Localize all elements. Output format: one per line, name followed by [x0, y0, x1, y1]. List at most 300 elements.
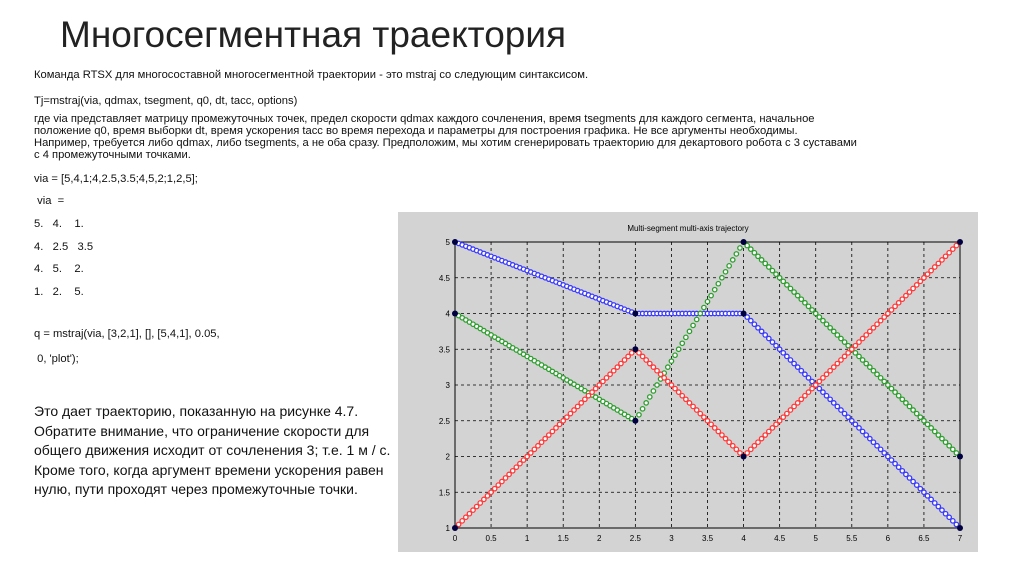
joint1-sample-point — [900, 469, 904, 473]
joint1-sample-point — [839, 408, 843, 412]
joint3-sample-point — [824, 372, 828, 376]
joint2-sample-point — [936, 433, 940, 437]
joint1-waypoint — [632, 311, 638, 317]
x-tick-label: 3 — [669, 534, 674, 543]
joint1-sample-point — [929, 497, 933, 501]
text-line: Tj=mstraj(via, qdmax, tsegment, q0, dt, tacc, options) — [34, 95, 298, 107]
joint2-sample-point — [860, 358, 864, 362]
joint2-sample-point — [911, 408, 915, 412]
joint2-sample-point — [651, 389, 655, 393]
joint1-sample-point — [835, 404, 839, 408]
joint3-sample-point — [749, 447, 753, 451]
y-tick-label: 5 — [445, 238, 450, 247]
joint2-sample-point — [777, 276, 781, 280]
chart-panel — [398, 212, 978, 552]
joint3-sample-point — [565, 415, 569, 419]
joint3-sample-point — [615, 365, 619, 369]
y-tick-label: 2 — [445, 452, 450, 462]
joint3-sample-point — [781, 415, 785, 419]
x-tick-label: 5 — [813, 534, 818, 543]
joint3-sample-point — [763, 433, 767, 437]
joint3-sample-point — [662, 376, 666, 380]
joint3-sample-point — [539, 440, 543, 444]
joint3-sample-point — [608, 372, 612, 376]
joint2-sample-point — [644, 401, 648, 405]
joint3-sample-point — [727, 440, 731, 444]
joint3-sample-point — [492, 486, 496, 490]
joint3-waypoint — [741, 454, 747, 460]
joint1-sample-point — [806, 376, 810, 380]
joint2-sample-point — [795, 293, 799, 297]
joint3-sample-point — [593, 386, 597, 390]
joint2-sample-point — [889, 386, 893, 390]
text-line: via = [5,4,1;4,2.5,3.5;4,5,2;1,2,5]; — [34, 173, 198, 185]
joint3-sample-point — [940, 258, 944, 262]
joint1-sample-point — [756, 326, 760, 330]
joint3-sample-point — [626, 354, 630, 358]
joint3-sample-point — [601, 379, 605, 383]
joint3-sample-point — [951, 247, 955, 251]
joint1-sample-point — [864, 433, 868, 437]
x-tick-label: 4 — [741, 534, 746, 543]
joint2-sample-point — [907, 404, 911, 408]
joint2-sample-point — [882, 379, 886, 383]
joint3-sample-point — [713, 426, 717, 430]
joint3-sample-point — [525, 454, 529, 458]
joint1-sample-point — [918, 486, 922, 490]
joint3-sample-point — [702, 415, 706, 419]
joint3-sample-point — [500, 479, 504, 483]
joint2-sample-point — [947, 444, 951, 448]
joint1-sample-point — [767, 336, 771, 340]
joint3-sample-point — [839, 358, 843, 362]
joint1-sample-point — [785, 354, 789, 358]
joint3-sample-point — [889, 308, 893, 312]
joint3-sample-point — [691, 404, 695, 408]
joint2-sample-point — [731, 258, 735, 262]
description-paragraph: Это дает траекторию, показанную на рисунке 4.7. Обратите внимание, что ограничение скорости для общего движения исходит от сочленения 3; т.е. 1 м / с. Кроме того, когда аргумент времени ускорения равен нулю, пути проходят через промежуточные точки. — [34, 403, 391, 497]
joint2-waypoint — [632, 418, 638, 424]
joint3-sample-point — [547, 433, 551, 437]
joint2-sample-point — [694, 317, 698, 321]
joint3-sample-point — [911, 286, 915, 290]
joint2-sample-point — [752, 251, 756, 255]
joint1-sample-point — [824, 394, 828, 398]
joint3-sample-point — [680, 394, 684, 398]
joint3-sample-point — [896, 301, 900, 305]
joint3-sample-point — [687, 401, 691, 405]
joint2-sample-point — [835, 333, 839, 337]
joint2-sample-point — [767, 265, 771, 269]
joint3-sample-point — [619, 361, 623, 365]
joint3-sample-point — [792, 404, 796, 408]
joint2-sample-point — [799, 297, 803, 301]
joint3-sample-point — [864, 333, 868, 337]
joint2-sample-point — [723, 270, 727, 274]
joint2-sample-point — [774, 272, 778, 276]
joint3-sample-point — [579, 401, 583, 405]
joint2-sample-point — [698, 311, 702, 315]
joint3-sample-point — [842, 354, 846, 358]
joint3-sample-point — [915, 283, 919, 287]
joint1-sample-point — [763, 333, 767, 337]
joint3-sample-point — [832, 365, 836, 369]
joint3-sample-point — [752, 444, 756, 448]
joint3-sample-point — [925, 272, 929, 276]
joint3-sample-point — [882, 315, 886, 319]
joint1-sample-point — [781, 351, 785, 355]
joint3-sample-point — [666, 379, 670, 383]
joint3-sample-point — [557, 422, 561, 426]
joint3-sample-point — [803, 394, 807, 398]
joint1-sample-point — [943, 512, 947, 516]
joint1-sample-point — [886, 454, 890, 458]
joint3-sample-point — [532, 447, 536, 451]
joint2-sample-point — [770, 268, 774, 272]
joint2-sample-point — [871, 369, 875, 373]
joint3-sample-point — [694, 408, 698, 412]
joint1-sample-point — [882, 451, 886, 455]
joint1-sample-point — [933, 501, 937, 505]
joint3-sample-point — [868, 329, 872, 333]
joint3-sample-point — [918, 279, 922, 283]
joint3-sample-point — [821, 376, 825, 380]
joint3-sample-point — [503, 476, 507, 480]
joint1-sample-point — [842, 411, 846, 415]
joint3-sample-point — [936, 261, 940, 265]
joint3-sample-point — [788, 408, 792, 412]
joint3-sample-point — [835, 361, 839, 365]
joint2-sample-point — [868, 365, 872, 369]
joint3-sample-point — [900, 297, 904, 301]
joint2-sample-point — [680, 341, 684, 345]
joint3-sample-point — [604, 376, 608, 380]
joint3-sample-point — [561, 419, 565, 423]
joint1-sample-point — [803, 372, 807, 376]
joint3-sample-point — [597, 383, 601, 387]
joint3-sample-point — [698, 411, 702, 415]
joint1-sample-point — [770, 340, 774, 344]
joint2-sample-point — [738, 246, 742, 250]
joint2-sample-point — [684, 335, 688, 339]
joint1-sample-point — [792, 361, 796, 365]
joint2-sample-point — [842, 340, 846, 344]
via-row: 5. 4. 1. — [34, 218, 84, 230]
joint3-sample-point — [543, 436, 547, 440]
x-tick-label: 7 — [957, 534, 963, 543]
joint2-sample-point — [875, 372, 879, 376]
joint3-sample-point — [612, 369, 616, 373]
joint2-sample-point — [637, 413, 641, 417]
x-tick-label: 1.5 — [557, 534, 569, 543]
joint1-sample-point — [871, 440, 875, 444]
joint3-sample-point — [846, 351, 850, 355]
joint3-sample-point — [860, 336, 864, 340]
joint2-sample-point — [734, 252, 738, 256]
joint1-sample-point — [821, 390, 825, 394]
joint1-waypoint — [957, 525, 963, 531]
y-tick-label: 4.5 — [438, 273, 450, 283]
joint1-sample-point — [846, 415, 850, 419]
joint2-sample-point — [640, 407, 644, 411]
joint3-sample-point — [795, 401, 799, 405]
joint2-waypoint — [957, 454, 963, 460]
joint1-sample-point — [817, 386, 821, 390]
joint2-sample-point — [864, 361, 868, 365]
joint3-sample-point — [723, 436, 727, 440]
joint2-sample-point — [676, 347, 680, 351]
joint1-sample-point — [951, 519, 955, 523]
joint2-sample-point — [673, 353, 677, 357]
joint3-sample-point — [644, 358, 648, 362]
joint3-sample-point — [590, 390, 594, 394]
joint2-sample-point — [853, 351, 857, 355]
joint2-sample-point — [781, 279, 785, 283]
x-tick-label: 6.5 — [918, 534, 930, 543]
joint2-waypoint — [452, 311, 458, 317]
joint3-waypoint — [632, 346, 638, 352]
joint3-sample-point — [886, 311, 890, 315]
joint2-sample-point — [832, 329, 836, 333]
joint3-sample-point — [734, 447, 738, 451]
joint2-sample-point — [943, 440, 947, 444]
joint2-sample-point — [749, 247, 753, 251]
joint3-sample-point — [518, 461, 522, 465]
joint2-sample-point — [655, 383, 659, 387]
joint3-sample-point — [536, 444, 540, 448]
joint1-sample-point — [788, 358, 792, 362]
joint3-sample-point — [658, 372, 662, 376]
joint2-sample-point — [878, 376, 882, 380]
joint2-sample-point — [669, 359, 673, 363]
x-tick-label: 0 — [452, 534, 458, 543]
text-line: Команда RTSX для многосоставной многосегментной траектории - это mstraj со следующим синтаксисом. — [34, 69, 589, 81]
joint2-sample-point — [720, 276, 724, 280]
joint3-sample-point — [507, 472, 511, 476]
joint3-sample-point — [785, 411, 789, 415]
trajectory-chart — [398, 212, 978, 552]
joint1-sample-point — [857, 426, 861, 430]
text-line: с 4 промежуточными точками. — [34, 149, 191, 161]
joint2-sample-point — [756, 254, 760, 258]
joint1-sample-point — [878, 447, 882, 451]
joint2-sample-point — [806, 304, 810, 308]
joint1-sample-point — [889, 458, 893, 462]
joint3-sample-point — [568, 411, 572, 415]
joint2-sample-point — [817, 315, 821, 319]
joint3-sample-point — [655, 369, 659, 373]
joint2-sample-point — [900, 397, 904, 401]
joint1-waypoint — [452, 239, 458, 245]
joint3-sample-point — [853, 343, 857, 347]
joint2-sample-point — [648, 395, 652, 399]
joint2-sample-point — [810, 308, 814, 312]
joint3-sample-point — [806, 390, 810, 394]
joint2-sample-point — [824, 322, 828, 326]
joint1-sample-point — [752, 322, 756, 326]
y-tick-label: 4 — [445, 309, 450, 319]
joint3-sample-point — [482, 497, 486, 501]
joint1-sample-point — [860, 429, 864, 433]
via-row: 4. 5. 2. — [34, 263, 84, 275]
joint3-sample-point — [893, 304, 897, 308]
x-tick-label: 5.5 — [846, 534, 858, 543]
joint3-sample-point — [640, 354, 644, 358]
joint2-sample-point — [893, 390, 897, 394]
y-tick-label: 1.5 — [438, 488, 450, 498]
x-tick-label: 2 — [597, 534, 602, 543]
joint1-sample-point — [759, 329, 763, 333]
joint3-sample-point — [929, 268, 933, 272]
joint3-sample-point — [705, 419, 709, 423]
joint3-sample-point — [673, 386, 677, 390]
joint3-sample-point — [485, 494, 489, 498]
joint2-sample-point — [788, 286, 792, 290]
joint3-sample-point — [529, 451, 533, 455]
x-tick-label: 2.5 — [629, 534, 641, 543]
joint3-sample-point — [850, 347, 854, 351]
joint1-sample-point — [828, 397, 832, 401]
joint2-sample-point — [792, 290, 796, 294]
joint1-sample-point — [896, 465, 900, 469]
joint3-sample-point — [467, 512, 471, 516]
joint2-sample-point — [828, 326, 832, 330]
joint3-sample-point — [478, 501, 482, 505]
joint2-sample-point — [846, 343, 850, 347]
joint2-sample-point — [821, 318, 825, 322]
joint1-sample-point — [799, 369, 803, 373]
joint3-sample-point — [871, 326, 875, 330]
joint2-sample-point — [687, 329, 691, 333]
joint2-sample-point — [759, 258, 763, 262]
joint3-sample-point — [511, 469, 515, 473]
joint1-sample-point — [911, 479, 915, 483]
x-tick-label: 1 — [524, 534, 530, 543]
joint3-sample-point — [550, 429, 554, 433]
joint2-sample-point — [904, 401, 908, 405]
joint2-sample-point — [922, 419, 926, 423]
joint2-sample-point — [709, 293, 713, 297]
joint2-sample-point — [933, 429, 937, 433]
joint2-sample-point — [702, 305, 706, 309]
joint3-sample-point — [583, 397, 587, 401]
joint1-sample-point — [947, 515, 951, 519]
joint2-sample-point — [713, 287, 717, 291]
joint2-sample-point — [727, 264, 731, 268]
joint1-sample-point — [795, 365, 799, 369]
joint2-sample-point — [951, 447, 955, 451]
joint2-sample-point — [705, 299, 709, 303]
joint2-sample-point — [896, 394, 900, 398]
joint1-sample-point — [850, 419, 854, 423]
joint3-sample-point — [947, 251, 951, 255]
joint3-waypoint — [452, 525, 458, 531]
joint3-sample-point — [720, 433, 724, 437]
joint3-sample-point — [575, 404, 579, 408]
joint3-sample-point — [676, 390, 680, 394]
text-line: Например, требуется либо qdmax, либо tsegments, а не оба сразу. Предположим, мы хотим сгенерировать траекторию для декартового робота с 3 суставами — [34, 137, 857, 149]
joint2-sample-point — [925, 422, 929, 426]
joint2-sample-point — [918, 415, 922, 419]
joint3-sample-point — [731, 444, 735, 448]
joint3-sample-point — [907, 290, 911, 294]
joint3-sample-point — [684, 397, 688, 401]
joint3-sample-point — [460, 519, 464, 523]
joint1-sample-point — [853, 422, 857, 426]
joint3-sample-point — [774, 422, 778, 426]
joint3-sample-point — [857, 340, 861, 344]
joint2-sample-point — [763, 261, 767, 265]
via-label: via = — [34, 195, 65, 207]
joint1-sample-point — [868, 436, 872, 440]
joint3-sample-point — [875, 322, 879, 326]
joint3-sample-point — [474, 504, 478, 508]
joint3-sample-point — [709, 422, 713, 426]
joint3-sample-point — [943, 254, 947, 258]
code-line: q = mstraj(via, [3,2,1], [], [5,4,1], 0.05, — [34, 328, 220, 340]
y-tick-label: 2.5 — [438, 416, 450, 426]
y-tick-label: 3.5 — [438, 345, 450, 355]
joint3-sample-point — [648, 361, 652, 365]
joint2-sample-point — [940, 436, 944, 440]
joint1-sample-point — [904, 472, 908, 476]
joint2-sample-point — [814, 311, 818, 315]
joint3-sample-point — [554, 426, 558, 430]
joint1-sample-point — [940, 508, 944, 512]
x-tick-label: 4.5 — [774, 534, 786, 543]
joint3-sample-point — [878, 318, 882, 322]
y-tick-label: 1 — [445, 524, 450, 533]
joint3-waypoint — [957, 239, 963, 245]
joint2-sample-point — [886, 383, 890, 387]
joint3-sample-point — [814, 383, 818, 387]
joint2-sample-point — [785, 283, 789, 287]
joint3-sample-point — [586, 394, 590, 398]
joint3-sample-point — [767, 429, 771, 433]
joint3-sample-point — [521, 458, 525, 462]
joint1-sample-point — [810, 379, 814, 383]
joint3-sample-point — [828, 369, 832, 373]
joint3-sample-point — [777, 419, 781, 423]
joint1-sample-point — [832, 401, 836, 405]
joint3-sample-point — [756, 440, 760, 444]
joint3-sample-point — [770, 426, 774, 430]
joint1-sample-point — [907, 476, 911, 480]
joint1-sample-point — [922, 490, 926, 494]
joint2-sample-point — [857, 354, 861, 358]
joint1-sample-point — [777, 347, 781, 351]
joint3-sample-point — [471, 508, 475, 512]
joint3-sample-point — [810, 386, 814, 390]
joint1-sample-point — [936, 504, 940, 508]
joint2-sample-point — [666, 365, 670, 369]
joint1-sample-point — [893, 461, 897, 465]
joint2-sample-point — [929, 426, 933, 430]
y-tick-label: 3 — [445, 381, 450, 390]
joint3-sample-point — [622, 358, 626, 362]
joint3-sample-point — [464, 515, 468, 519]
text-line: где via представляет матрицу промежуточных точек, предел скорости qdmax каждого сочленения, время tsegments для каждого сегмента, начальное — [34, 113, 815, 125]
joint3-sample-point — [514, 465, 518, 469]
joint3-sample-point — [489, 490, 493, 494]
x-tick-label: 6 — [885, 534, 891, 543]
joint1-waypoint — [741, 311, 747, 317]
joint1-sample-point — [749, 318, 753, 322]
joint3-sample-point — [496, 483, 500, 487]
x-tick-label: 3.5 — [701, 534, 714, 543]
joint2-sample-point — [803, 301, 807, 305]
via-row: 1. 2. 5. — [34, 286, 84, 298]
